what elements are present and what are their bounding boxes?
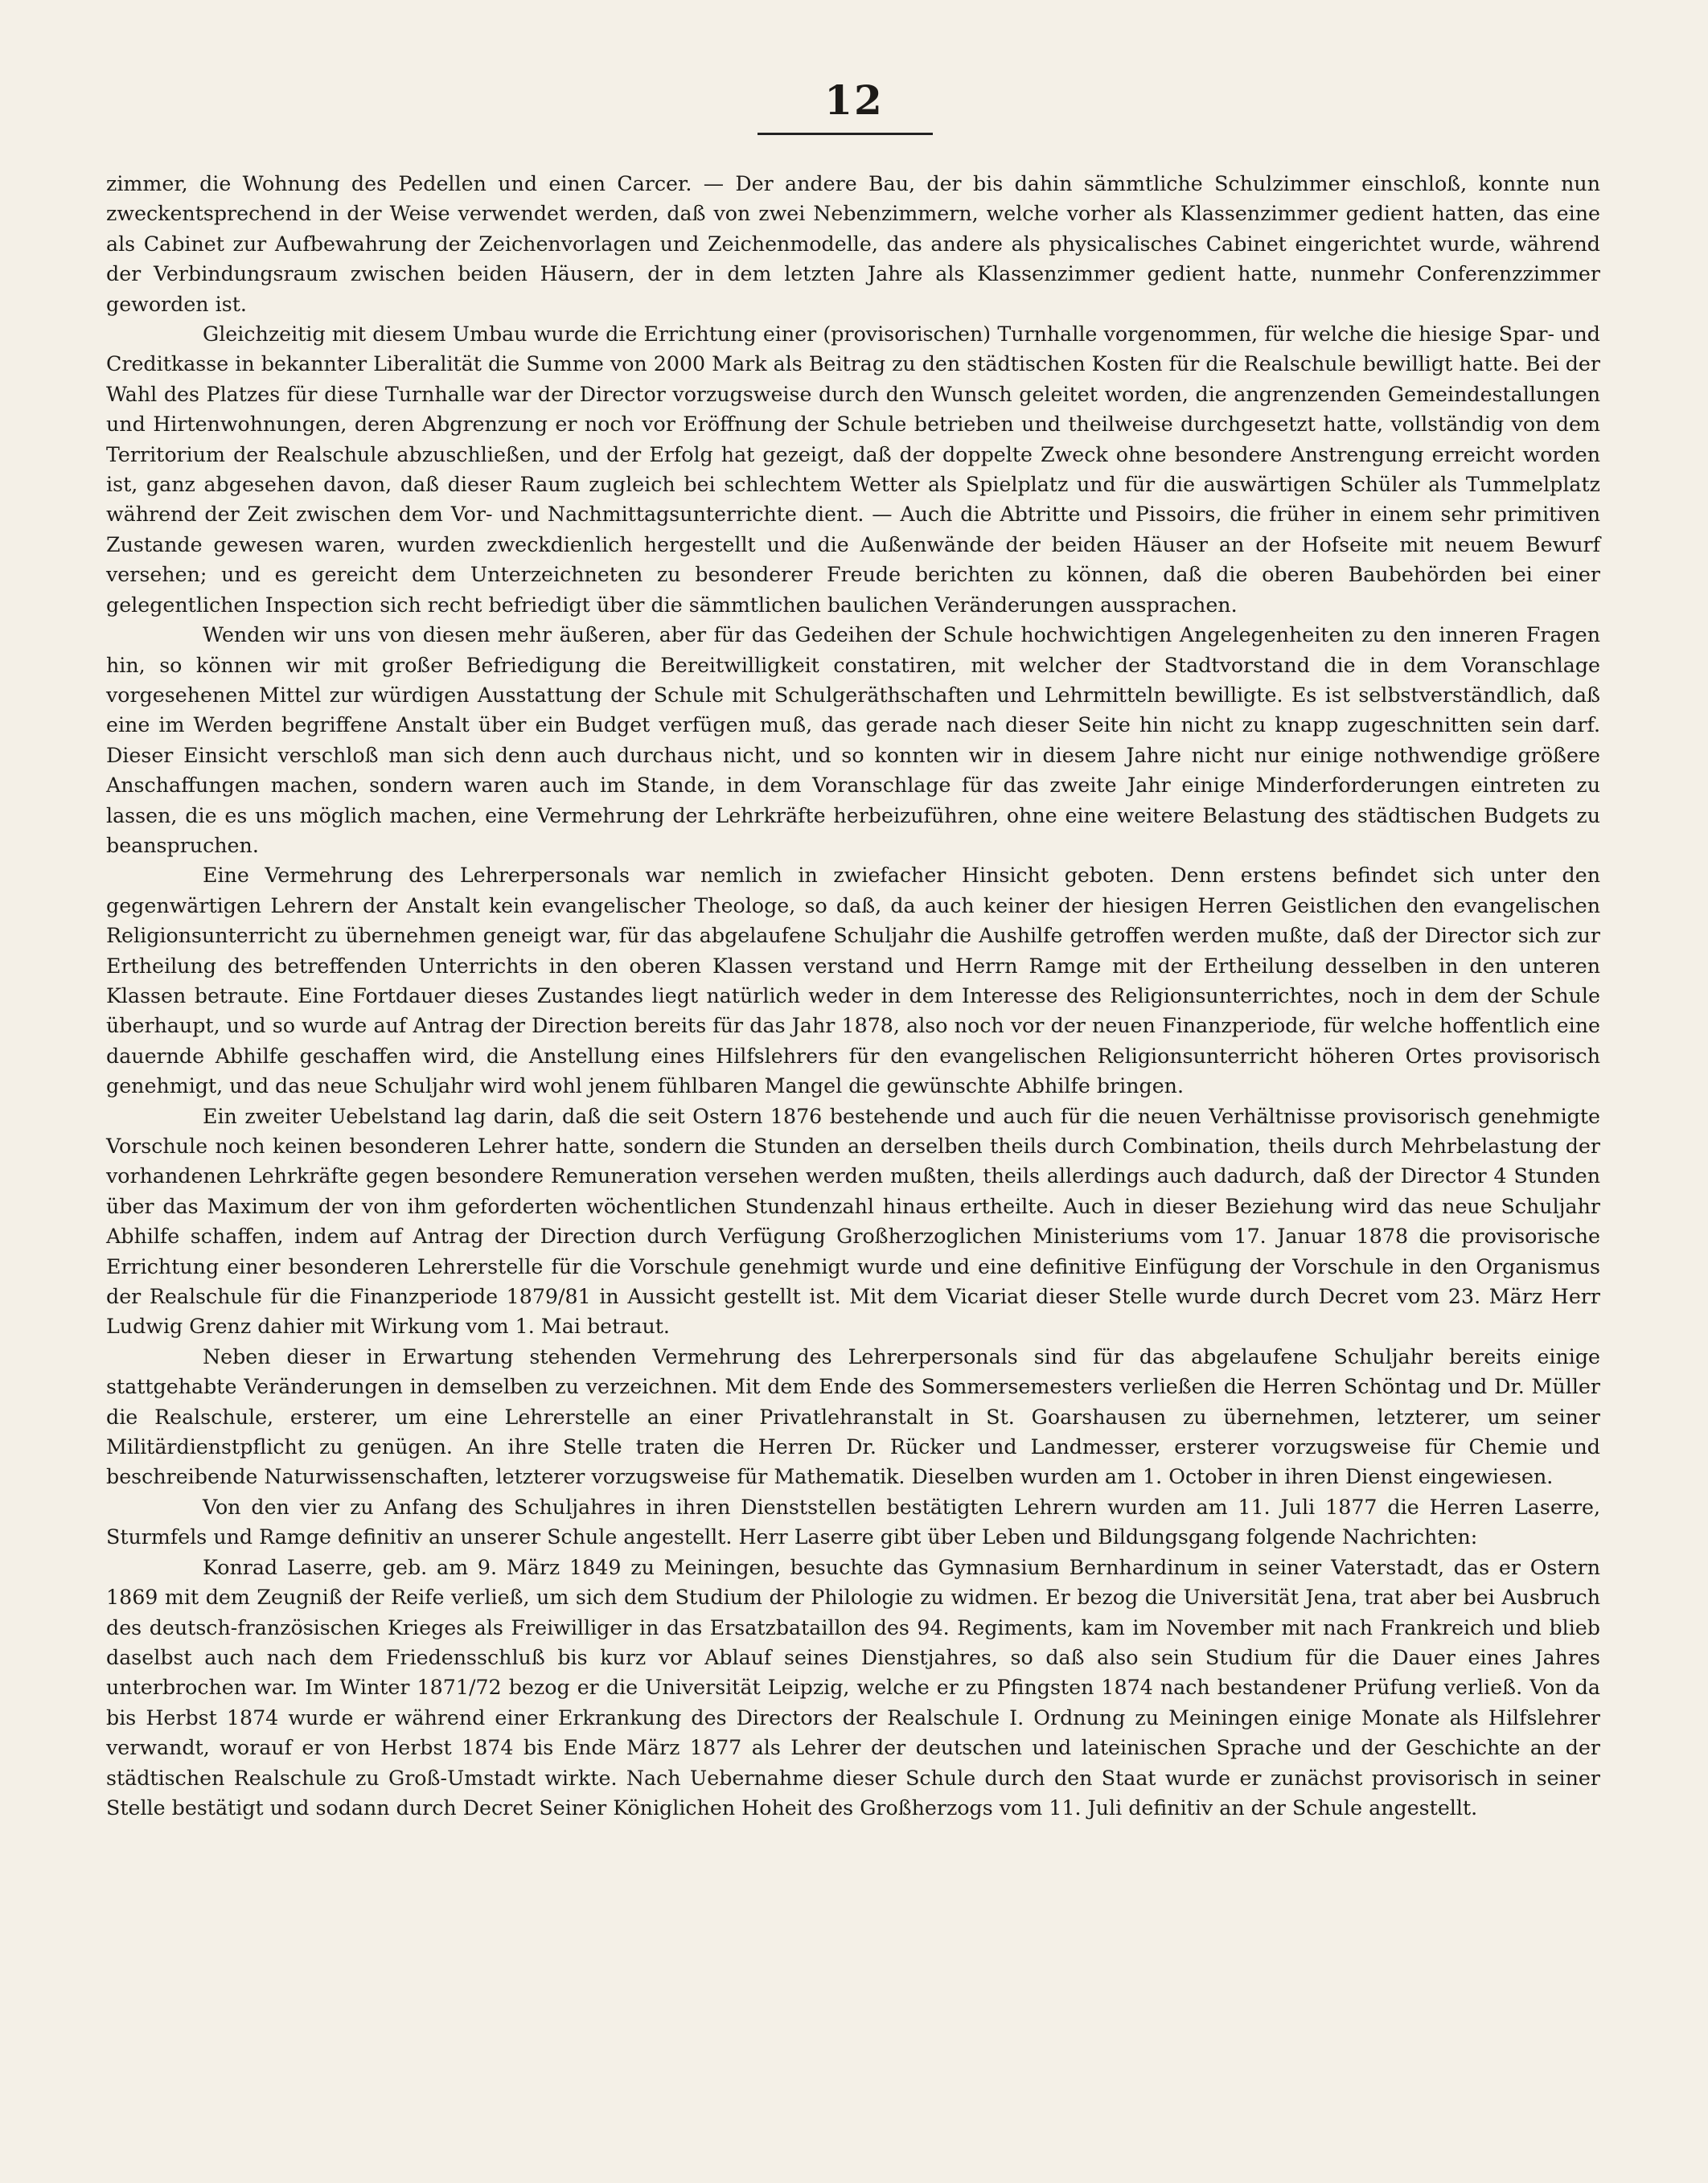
paragraph: Gleichzeitig mit diesem Umbau wurde die Errichtung einer (provisorischen) Turnhalle vorgenommen, für welche die hiesige Spar- und Creditkasse in bekannter Liberalität die Summe von 2000 Mark als Beitrag zu den städtischen Kosten für die Realschule bewilligt hatte. Bei der Wahl des Platzes für diese Turnhalle war der Director vorzugsweise durch den Wunsch geleitet worden, die angrenzenden Gemeindestallungen und Hirtenwohnungen, deren Abgrenzung er noch vor Eröffnung der Schule betrieben und theilweise durchgesetzt hatte, vollständig von dem Territorium der Realschule abzuschließen, und der Erfolg hat gezeigt, daß der doppelte Zweck ohne besondere Anstrengung erreicht worden ist, ganz abgesehen davon, daß dieser Raum zugleich bei schlechtem Wetter als Spielplatz und für die auswärtigen Schüler als Tummelplatz während der Zeit zwischen dem Vor- und Nachmittagsunterrichte dient. — Auch die Abtritte und Pissoirs, die früher in einem sehr primitiven Zustande gewesen waren, wurden zweckdienlich hergestellt und die Außenwände der beiden Häuser an der Hofseite mit neuem Bewurf versehen; und es gereicht dem Unterzeichneten zu besonderer Freude berichten zu können, daß die oberen Baubehörden bei einer gelegentlichen Inspection sich recht befriedigt über die sämmtlichen baulichen Veränderungen aussprachen.: [106, 322, 1600, 617]
paragraph: Von den vier zu Anfang des Schuljahres in ihren Dienststellen bestätigten Lehrern wurden am 11. Juli 1877 die Herren Laserre, Sturmfels und Ramge definitiv an unserer Schule angestellt. Herr Laserre gibt über Leben und Bildungsgang folgende Nachrichten:: [106, 1495, 1600, 1549]
body-text: [106, 169, 1600, 1823]
paragraph: Neben dieser in Erwartung stehenden Vermehrung des Lehrerpersonals sind für das abgelaufene Schuljahr bereits einige stattgehabte Veränderungen in demselben zu verzeichnen. Mit dem Ende des Sommersemesters verließen die Herren Schöntag und Dr. Müller die Realschule, ersterer, um eine Lehrerstelle an einer Privatlehranstalt in St. Goarshausen zu übernehmen, letzterer, um seiner Militärdienstpflicht zu genügen. An ihre Stelle traten die Herren Dr. Rücker und Landmesser, ersterer vorzugsweise für Chemie und beschreibende Naturwissenschaften, letzterer vorzugsweise für Mathematik. Dieselben wurden am 1. October in ihren Dienst eingewiesen.: [106, 1344, 1600, 1489]
page-number: 12: [824, 76, 884, 124]
paragraph: Ein zweiter Uebelstand lag darin, daß die seit Ostern 1876 bestehende und auch für die neuen Verhältnisse provisorisch genehmigte Vorschule noch keinen besonderen Lehrer hatte, sondern die Stunden an derselben theils durch Combination, theils durch Mehrbelastung der vorhandenen Lehrkräfte gegen besondere Remuneration versehen werden mußten, theils allerdings auch dadurch, daß der Director 4 Stunden über das Maximum der von ihm geforderten wöchentlichen Stundenzahl hinaus ertheilte. Auch in dieser Beziehung wird das neue Schuljahr Abhilfe schaffen, indem auf Antrag der Direction durch Verfügung Großherzoglichen Ministeriums vom 17. Januar 1878 die provisorische Errichtung einer besonderen Lehrerstelle für die Vorschule genehmigt wurde und eine definitive Einfügung der Vorschule in den Organismus der Realschule für die Finanzperiode 1879/81 in Aussicht gestellt ist. Mit dem Vicariat dieser Stelle wurde durch Decret vom 23. März Herr Ludwig Grenz dahier mit Wirkung vom 1. Mai betraut.: [106, 1104, 1600, 1339]
paragraph: Eine Vermehrung des Lehrerpersonals war nemlich in zwiefacher Hinsicht geboten. Denn erstens befindet sich unter den gegenwärtigen Lehrern der Anstalt kein evangelischer Theologe, so daß, da auch keiner der hiesigen Herren Geistlichen den evangelischen Religionsunterricht zu übernehmen geneigt war, für das abgelaufene Schuljahr die Aushilfe getroffen werden mußte, daß der Director sich zur Ertheilung des betreffenden Unterrichts in den oberen Klassen verstand und Herrn Ramge mit der Ertheilung desselben in den unteren Klassen betraute. Eine Fortdauer dieses Zustandes liegt natürlich weder in dem Interesse des Religionsunterrichtes, noch in dem der Schule überhaupt, und so wurde auf Antrag der Direction bereits für das Jahr 1878, also noch vor der neuen Finanzperiode, für welche hoffentlich eine dauernde Abhilfe geschaffen wird, die Anstellung eines Hilfslehrers für den evangelischen Religionsunterricht höheren Ortes provisorisch genehmigt, und das neue Schuljahr wird wohl jenem fühlbaren Mangel die gewünschte Abhilfe bringen.: [106, 864, 1600, 1098]
paragraph: zimmer, die Wohnung des Pedellen und einen Carcer. — Der andere Bau, der bis dahin sämmtliche Schulzimmer einschloß, konnte nun zweckentsprechend in der Weise verwendet werden, daß von zwei Nebenzimmern, welche vorher als Klassenzimmer gedient hatten, das eine als Cabinet zur Aufbewahrung der Zeichenvorlagen und Zeichenmodelle, das andere als physicalisches Cabinet eingerichtet wurde, während der Verbindungsraum zwischen beiden Häusern, der in dem letzten Jahre als Klassenzimmer gedient hatte, nunmehr Conferenzzimmer geworden ist.: [106, 172, 1600, 316]
paragraph: Wenden wir uns von diesen mehr äußeren, aber für das Gedeihen der Schule hochwichtigen Angelegenheiten zu den inneren Fragen hin, so können wir mit großer Befriedigung die Bereitwilligkeit constatiren, mit welcher der Stadtvorstand die in dem Voranschlage vorgesehenen Mittel zur würdigen Ausstattung der Schule mit Schulgeräthschaften und Lehrmitteln bewilligte. Es ist selbstverständlich, daß eine im Werden begriffene Anstalt über ein Budget verfügen muß, das gerade nach dieser Seite hin nicht zu knapp zugeschnitten sein darf. Dieser Einsicht verschloß man sich denn auch durchaus nicht, und so konnten wir in diesem Jahre nicht nur einige nothwendige größere Anschaffungen machen, sondern waren auch im Stande, in dem Voranschlage für das zweite Jahr einige Minderforderungen eintreten zu lassen, die es uns möglich machen, eine Vermehrung der Lehrkräfte herbeizuführen, ohne eine weitere Belastung des städtischen Budgets zu beanspruchen.: [106, 623, 1600, 857]
page-number-rule: [758, 133, 933, 135]
paragraph: Konrad Laserre, geb. am 9. März 1849 zu Meiningen, besuchte das Gymnasium Bernhardinum in seiner Vaterstadt, das er Ostern 1869 mit dem Zeugniß der Reife verließ, um sich dem Studium der Philologie zu widmen. Er bezog die Universität Jena, trat aber bei Ausbruch des deutsch-französischen Krieges als Freiwilliger in das Ersatzbataillon des 94. Regiments, kam im November mit nach Frankreich und blieb daselbst auch nach dem Friedensschluß bis kurz vor Ablauf seines Dienstjahres, so daß also sein Studium für die Dauer eines Jahres unterbrochen war. Im Winter 1871/72 bezog er die Universität Leipzig, welche er zu Pfingsten 1874 nach bestandener Prüfung verließ. Von da bis Herbst 1874 wurde er während einer Erkrankung des Directors der Realschule I. Ordnung zu Meiningen einige Monate als Hilfslehrer verwandt, worauf er von Herbst 1874 bis Ende März 1877 als Lehrer der deutschen und lateinischen Sprache und der Geschichte an der städtischen Realschule zu Groß-Umstadt wirkte. Nach Uebernahme dieser Schule durch den Staat wurde er zunächst provisorisch in seiner Stelle bestätigt und sodann durch Decret Seiner Königlichen Hoheit des Großherzogs vom 11. Juli definitiv an der Schule angestellt.: [106, 1555, 1600, 1820]
